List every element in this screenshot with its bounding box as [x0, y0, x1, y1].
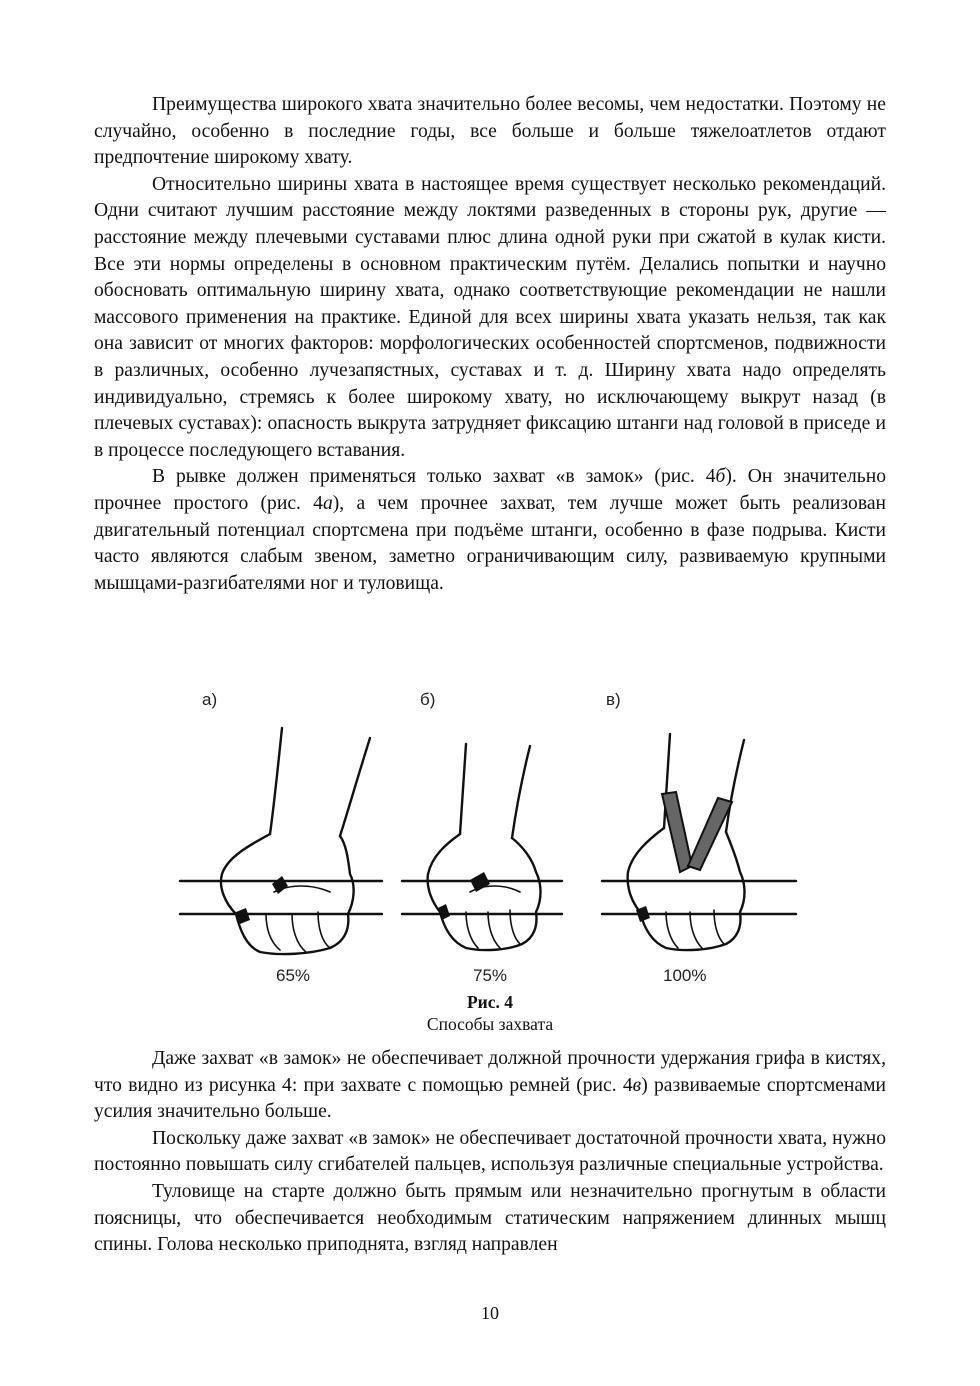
text-span: В рывке должен применяться только захват «в замок» (рис. 4 [152, 466, 716, 488]
grip-strength-v: 100% [663, 966, 707, 985]
figure-ref: в [632, 1074, 642, 1096]
figure-caption-title: Рис. 4 [466, 992, 514, 1012]
text-block-bottom [94, 1046, 886, 1259]
text-span: ), а чем прочнее захват, тем лучше может быть реализован двигательный потенциал спортсмена при подъёме штанги, особенно в фазе подрыва. Кисти часто являются слабым звеном, заметно ограничивающим силу, развиваемую крупными мышцами-разгибателями ног и туловища. [94, 492, 886, 594]
paragraph-hook-grip-strength [94, 1046, 886, 1126]
paragraph-grip-width: Относительно ширины хвата в настоящее время существует несколько рекомендаций. Одни считают лучшим расстояние между локтями разведенных в стороны рук, другие — расстояние между плечевыми суставами плюс длина одной руки при сжатой в кулак кисти. Все эти нормы определены в основном практическим путём. Делались попытки и научно обосновать оптимальную ширину хвата, однако соответствующие рекомендации не нашли массового применения на практике. Единой для всех ширины хвата указать нельзя, так как она зависит от многих факторов: морфологических особенностей спортсменов, подвижности в различных, особенно лучезапястных, суставах и т. д. Ширину хвата надо определять индивидуально, стремясь к более широкому хвату, но исключающему выкрут назад (в плечевых суставах): опасность выкрута затрудняет фиксацию штанги над головой в приседе и в процессе последующего вставания. [94, 173, 886, 461]
figure-ref: а [322, 492, 333, 514]
grip-strength-b: 75% [473, 966, 508, 985]
figure-caption-subtitle: Способы захвата [426, 1014, 554, 1034]
grip-illustrations [170, 716, 820, 986]
page-number: 10 [481, 1303, 499, 1323]
grip-strength-a: 65% [276, 966, 311, 985]
text-block-top [94, 92, 886, 597]
hand-drawing-simple-grip [180, 728, 382, 954]
paragraph-wide-grip-advantages: Преимущества широкого хвата значительно более весомы, чем недостатки. Поэтому не случайно, особенно в последние годы, все больше и больше тяжелоатлетов отдают предпочтение широкому хвату. [94, 94, 886, 169]
figure-grip-methods [170, 688, 820, 988]
paragraph-snatch-hook-grip [94, 464, 886, 597]
paragraph-torso-start: Туловище на старте должно быть прямым или незначительно прогнутым в области поясницы, что обеспечивается необходимым статическим напряжением длинных мышц спины. Голова несколько приподнята, взгляд направлен [94, 1180, 886, 1256]
hand-drawing-hook-grip [402, 744, 562, 950]
paragraph-finger-flexors: Поскольку даже захват «в замок» не обеспечивает достаточной прочности хвата, нужно постоянно повышать силу сгибателей пальцев, используя различные специальные устройства. [94, 1127, 886, 1176]
hand-drawing-strap-grip [602, 734, 796, 950]
text-span: Даже захват «в замок» не обеспечивает должной прочности удержания грифа в кистях, что видно из рисунка 4: при захвате с помощью ремней (рис. 4 [94, 1048, 886, 1096]
figure-label-v: в) [606, 690, 621, 709]
figure-label-b: б) [420, 690, 436, 709]
text-span: ). Он значительно прочнее простого (рис. 4 [94, 466, 886, 514]
figure-label-a: а) [202, 690, 218, 709]
text-span: ) развиваемые спортсменами усилия значительно больше. [94, 1074, 886, 1123]
figure-ref: б [715, 466, 726, 488]
